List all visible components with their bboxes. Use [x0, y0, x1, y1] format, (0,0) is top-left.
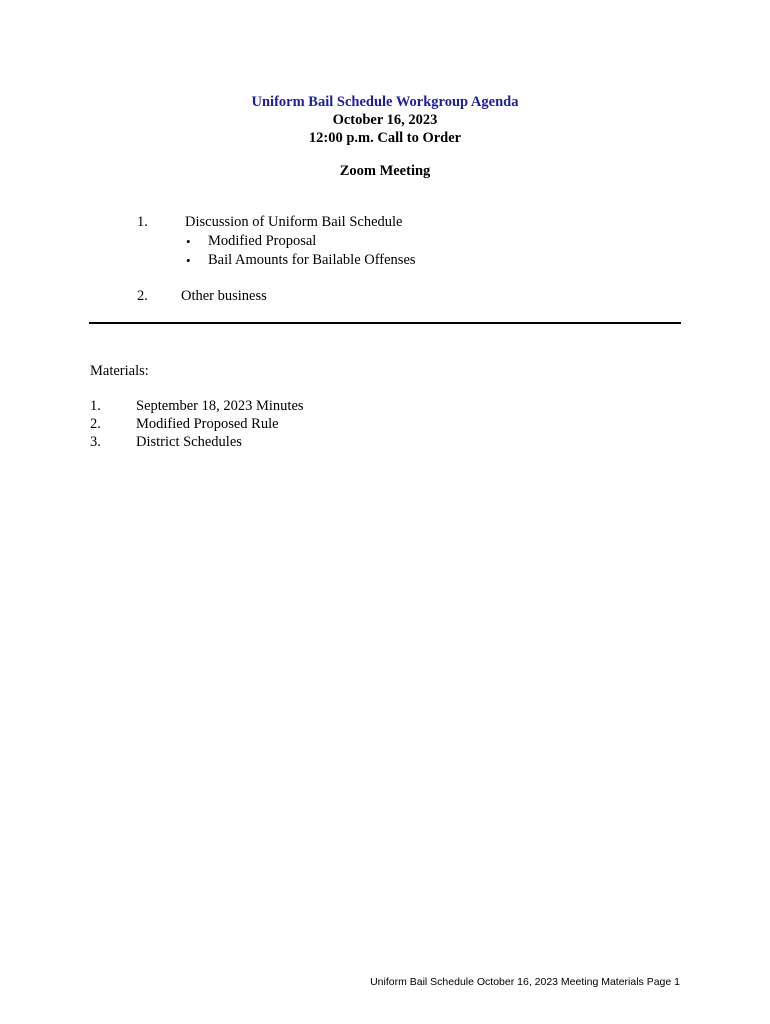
agenda-title: Uniform Bail Schedule Workgroup Agenda [251, 94, 519, 110]
agenda-item-1-number: 1. [137, 214, 148, 230]
materials-heading: Materials: [90, 363, 149, 379]
material-2-number: 2. [90, 416, 101, 432]
material-2-text: Modified Proposed Rule [136, 416, 279, 432]
agenda-item-1-bullet-2: Bail Amounts for Bailable Offenses [208, 252, 416, 268]
agenda-item-2-number: 2. [137, 288, 148, 304]
material-3-number: 3. [90, 434, 101, 450]
meeting-date: October 16, 2023 [332, 112, 438, 128]
agenda-item-1-bullet-1: Modified Proposal [208, 233, 317, 249]
agenda-item-2-text: Other business [181, 288, 267, 304]
bullet-icon: • [186, 253, 191, 268]
material-3-text: District Schedules [136, 434, 242, 450]
agenda-item-1-text: Discussion of Uniform Bail Schedule [185, 214, 403, 230]
bullet-icon: • [186, 234, 191, 249]
material-1-text: September 18, 2023 Minutes [136, 398, 304, 414]
meeting-time: 12:00 p.m. Call to Order [308, 130, 462, 146]
material-1-number: 1. [90, 398, 101, 414]
horizontal-divider [89, 322, 681, 324]
page-footer: Uniform Bail Schedule October 16, 2023 Meeting Materials Page 1 [370, 976, 680, 988]
meeting-location: Zoom Meeting [339, 163, 431, 179]
